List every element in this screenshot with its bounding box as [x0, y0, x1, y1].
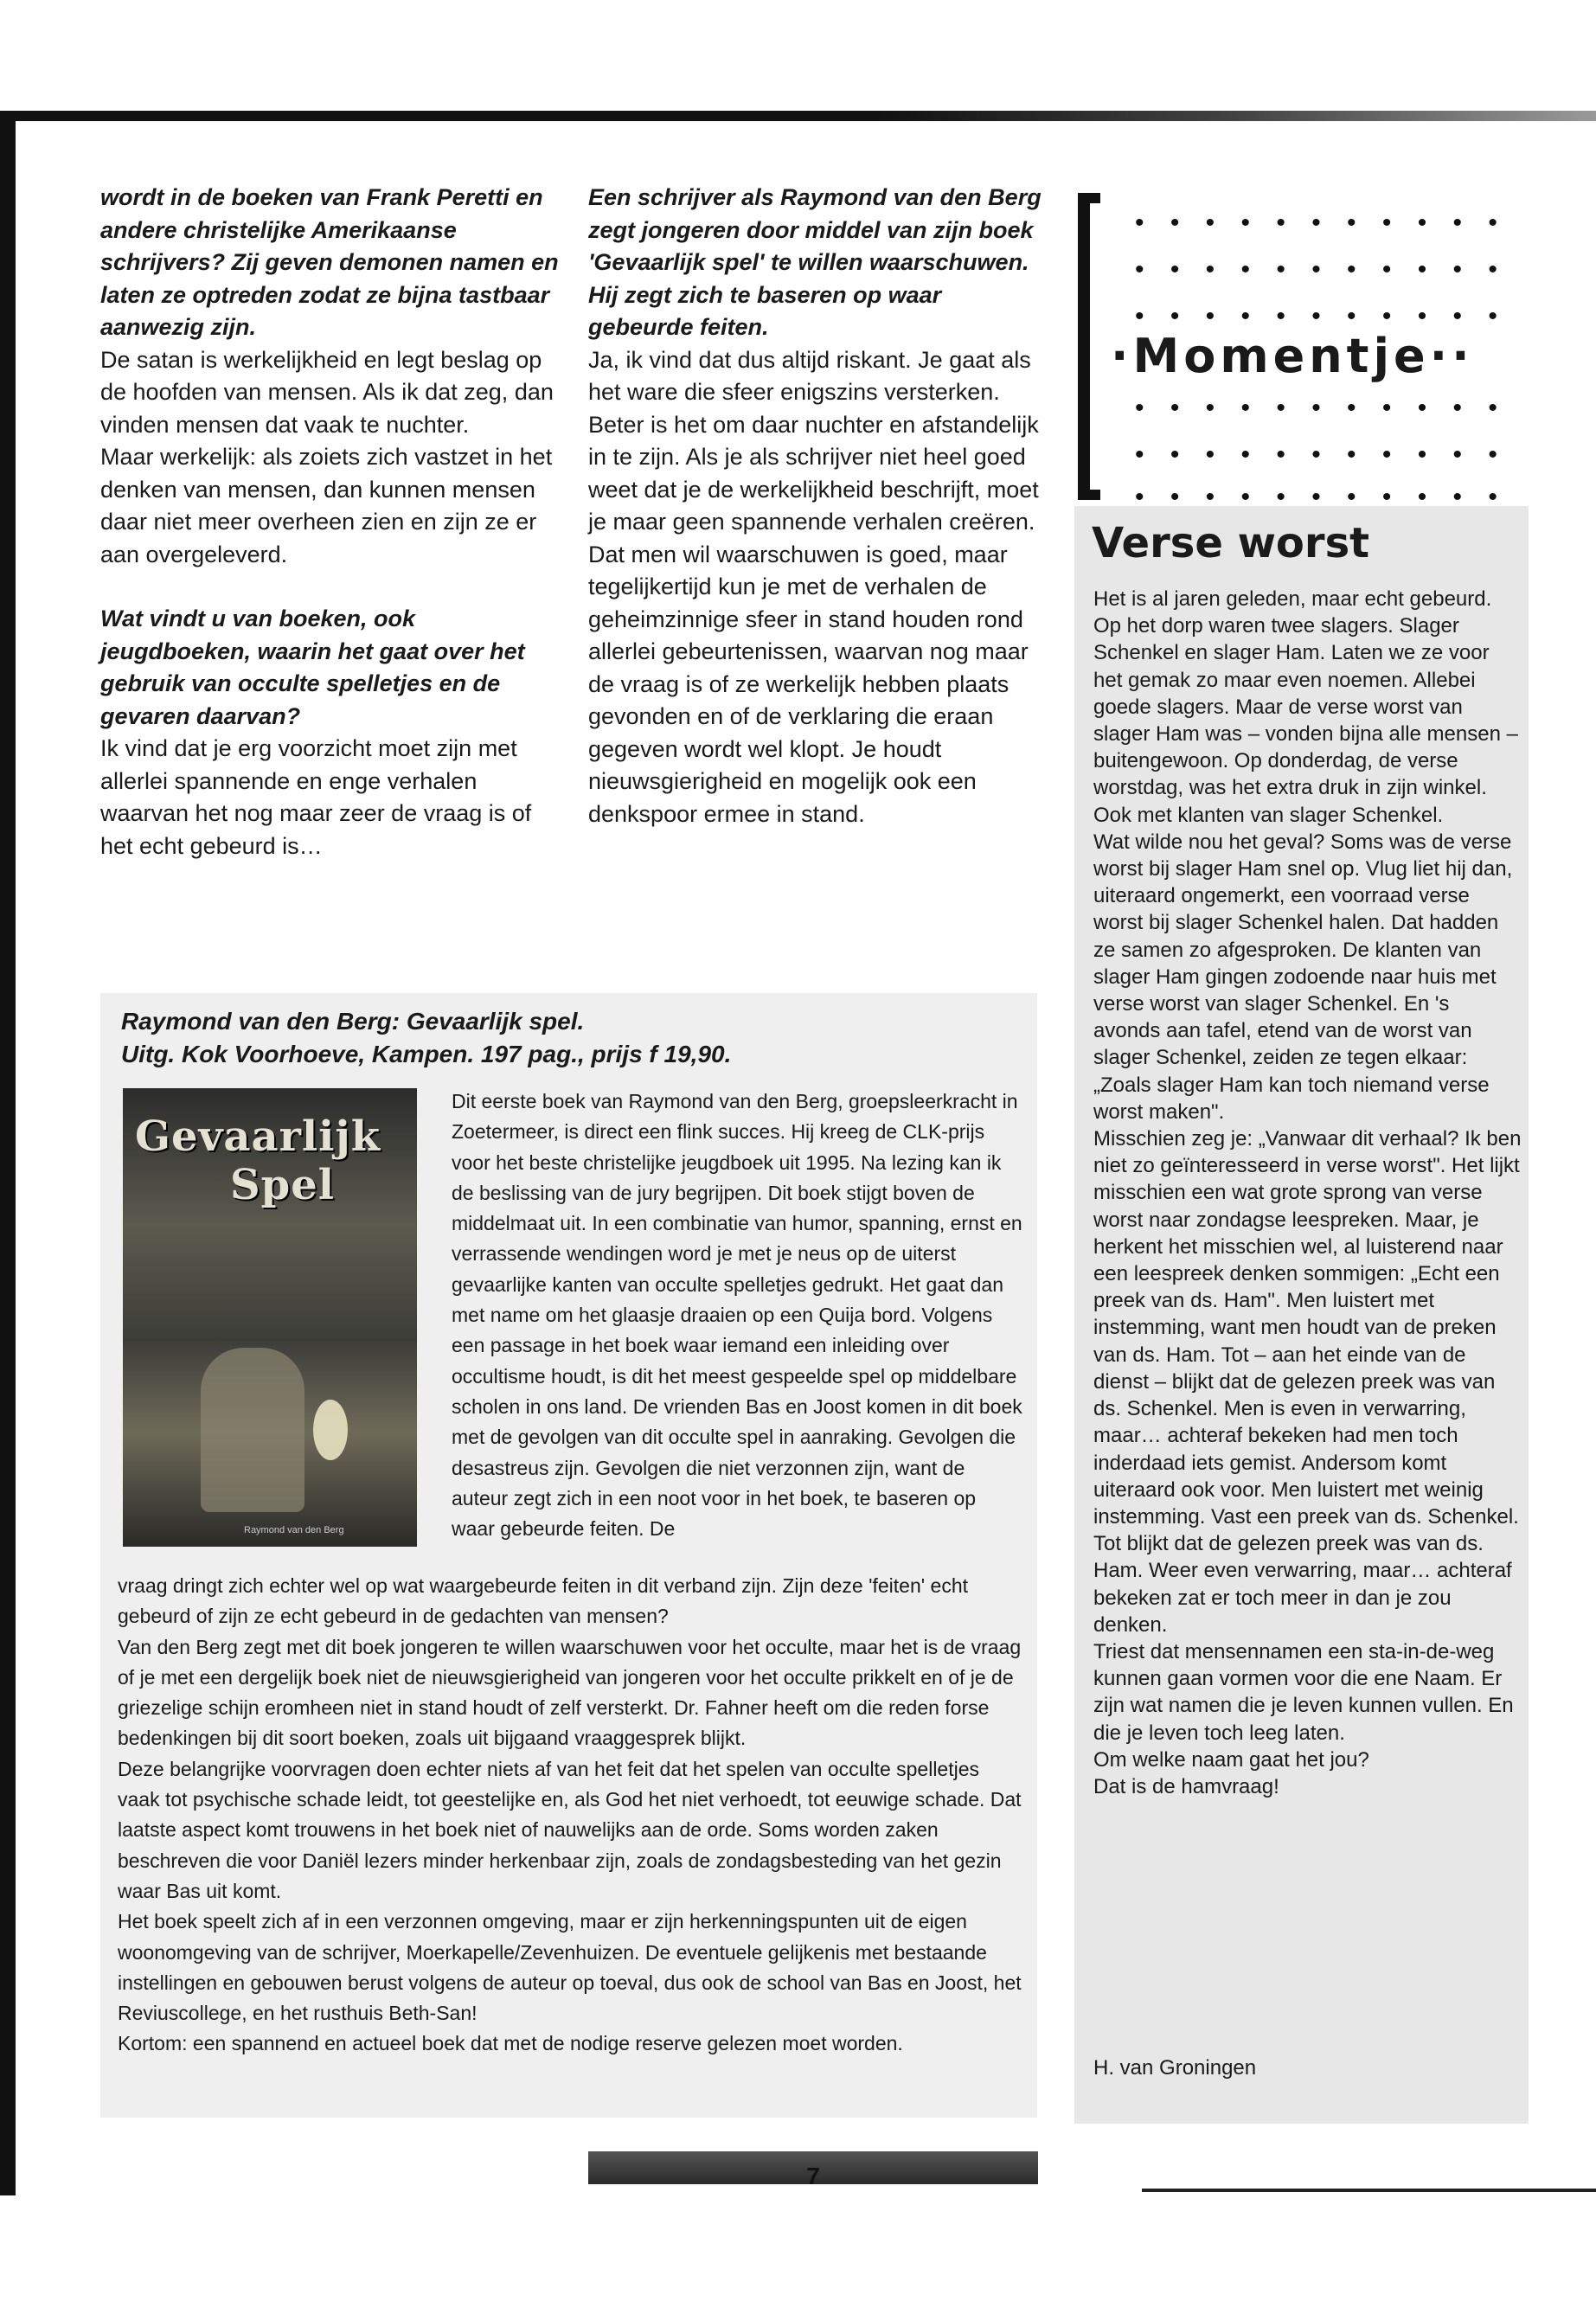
interview-answer: Dat men wil waarschuwen is goed, maar tegelijkertijd kun je met de verhalen de geheimzinnige sfeer in stand houden rond allerlei gebeurtenissen, waarvan nog maar de vraag is of ze werkelijk hebben plaats gevonden en of de verklaring die eraan gegeven wordt wel klopt. Je houdt nieuwsgierigheid en mogelijk ook een denkspoor ermee in stand.: [588, 541, 1029, 827]
review-paragraph: Het boek speelt zich af in een verzonnen omgeving, maar er zijn herkenningspunten uit de eigen woonomgeving van de schrijver, Moerkapelle/Zevenhuizen. De eventuele gelijkenis met bestaande instellingen en gebouwen berust volgens de auteur op toeval, dus ook de school van Bas en Joost, het Reviuscollege, en het rusthuis Beth-San!: [118, 1910, 1022, 2025]
momentje-sidebar: [1074, 186, 1529, 2124]
dot-row: • • • • • • • • • • •: [1135, 302, 1507, 330]
review-paragraph: Kortom: een spannend en actueel boek dat met de nodige reserve gelezen moet worden.: [118, 2032, 903, 2055]
review-body: [118, 1571, 1026, 2060]
bracket-decoration: [1078, 193, 1090, 500]
review-heading: [121, 1005, 1029, 1071]
dot-row: • • • • • • • • • • •: [1135, 483, 1507, 511]
sidebar-body: [1093, 586, 1522, 1800]
review-paragraph: Van den Berg zegt met dit boek jongeren te willen waarschuwen voor het occulte, maar het is de vraag of je met een dergelijk boek niet de nieuwsgierigheid van jongeren voor het occulte prikkelt en of je de griezelige schijn eromheen niet in stand houdt of zelf versterkt. Dr. Fahner heeft om die reden forse bedenkingen bij dit soort boeken, zoals uit bijgaand vraaggesprek blijkt.: [118, 1635, 1022, 1750]
interview-answer: Maar werkelijk: als zoiets zich vastzet in het denken van mensen, dan kunnen mensen daar niet meer overheen zien en zijn ze er aan overgeleverd.: [100, 444, 553, 567]
cover-candle-illustration: [313, 1400, 348, 1460]
dot-row: • • • • • • • • • • •: [1135, 440, 1507, 469]
sidebar-paragraph: Om welke naam gaat het jou?: [1093, 1747, 1369, 1772]
interview-column-2: [588, 182, 1047, 830]
dot-row: • • • • • • • • • • •: [1135, 255, 1507, 284]
cover-figure-illustration: [201, 1348, 304, 1512]
review-intro-text: Dit eerste boek van Raymond van den Berg, groepsleerkracht in Zoetermeer, is direct een flink succes. Hij kreeg de CLK-prijs voor het beste christelijke jeugdboek uit 1995. Na lezing kan ik de beslissing van de jury begrijpen. Dit boek stijgt boven de middelmaat uit. In een combinatie van humor, spanning, ernst en verrassende wendingen word je met je neus op de uiterst gevaarlijke kanten van occulte spelletjes gedrukt. Het gaat dan met name om het glaasje draaien op een Quija bord. Volgens een passage in het boek waar iemand een inleiding over occultisme houdt, is dit het meest gespeelde spel op middelbare scholen in ons land. De vrienden Bas en Joost komen in dit boek met de gevolgen van dit occulte spel in aanraking. Gevolgen die desastreus zijn. Gevolgen die niet verzonnen zijn, want de auteur zegt zich in een noot voor in het boek, te baseren op waar gebeurde feiten. De: [452, 1090, 1022, 1541]
page-number: 7: [806, 2163, 820, 2189]
top-rule: [0, 111, 1596, 121]
review-paragraph: vraag dringt zich echter wel op wat waargebeurde feiten in dit verband zijn. Zijn deze 'feiten' echt gebeurd of zijn ze echt gebeurd in de gedachten van mensen?: [118, 1574, 969, 1628]
interview-answer: Ik vind dat je erg voorzicht moet zijn met allerlei spannende en enge verhalen waarvan het nog maar zeer de vraag is of het echt gebeurd is…: [100, 735, 532, 859]
book-cover-author: Raymond van den Berg: [244, 1525, 344, 1535]
sidebar-paragraph: Triest dat mensennamen een sta-in-de-weg kunnen gaan vormen voor die ene Naam. Er zijn wat namen die je leven kunnen vullen. En die je leven toch leeg laten.: [1093, 1639, 1514, 1745]
review-heading-title: Raymond van den Berg: Gevaarlijk spel.: [121, 1008, 585, 1035]
interview-question: wordt in de boeken van Frank Peretti en andere christelijke Amerikaanse schrijvers? Zij geven demonen namen en laten ze optreden zodat ze bijna tastbaar aanwezig zijn.: [100, 184, 559, 340]
review-heading-publisher: Uitg. Kok Voorhoeve, Kampen. 197 pag., prijs f 19,90.: [121, 1041, 732, 1067]
momentje-title: ·Momentje··: [1111, 329, 1474, 383]
interview-question: Wat vindt u van boeken, ook jeugdboeken, waarin het gaat over het gebruik van occulte spelletjes en de gevaren daarvan?: [100, 606, 525, 729]
interview-question: Een schrijver als Raymond van den Berg zegt jongeren door middel van zijn boek 'Gevaarlijk spel' te willen waarschuwen. Hij zegt zich te baseren op waar gebeurde feiten.: [588, 184, 1042, 340]
dot-row: • • • • • • • • • • •: [1135, 394, 1507, 422]
sidebar-title: Verse worst: [1092, 519, 1370, 567]
book-cover-title: Gevaarlijk Spel: [135, 1112, 381, 1209]
bottom-rule: [1142, 2189, 1596, 2192]
sidebar-paragraph: Het is al jaren geleden, maar echt gebeurd. Op het dorp waren twee slagers. Slager Schenkel en slager Ham. Laten we ze voor het gemak zo maar even noemen. Allebei goede slagers. Maar de verse worst van slager Ham was – vonden bijna alle mensen – buitengewoon. Op donderdag, de verse worstdag, was het extra druk in zijn winkel. Ook met klanten van slager Schenkel.: [1093, 587, 1518, 827]
momentje-header: [1074, 186, 1529, 511]
book-review-box: [100, 993, 1037, 2118]
left-scan-edge: [0, 111, 16, 2195]
interview-column-1: [100, 182, 559, 862]
sidebar-paragraph: Dat is de hamvraag!: [1093, 1774, 1279, 1798]
book-cover-image: [123, 1088, 417, 1547]
interview-answer: Ja, ik vind dat dus altijd riskant. Je gaat als het ware die sfeer enigszins versterken. Beter is het om daar nuchter en afstandelijk in te zijn. Als je als schrijver niet heel goed weet dat je de werkelijkheid beschrijft, moet je maar geen spannende verhalen creëren.: [588, 346, 1039, 535]
sidebar-paragraph: Misschien zeg je: „Vanwaar dit verhaal? Ik ben niet zo geïnteresseerd in verse worst". Het lijkt misschien een wat grote sprong van verse worst naar zondagse leespreken. Maar, je herkent het misschien wel, al luisterend naar een leespreek denken sommigen: „Echt een preek van ds. Ham". Men luistert met instemming, want men houdt van de preken van ds. Ham. Tot – aan het einde van de dienst – blijkt dat de gelezen preek was van ds. Schenkel. Men is even in verwarring, maar… achteraf bekeken had men toch inderdaad iets gemist. Andersom komt uiteraard ook voor. Men luistert met weinig instemming. Vast een preek van ds. Schenkel. Tot blijkt dat de gelezen preek was van ds. Ham. Weer even verwarring, maar… achteraf bekeken zat er toch meer in dan je zou denken.: [1093, 1127, 1522, 1637]
review-paragraph: Deze belangrijke voorvragen doen echter niets af van het feit dat het spelen van occulte spelletjes vaak tot psychische schade leidt, tot geestelijke en, als God het niet verhoedt, tot eeuwige schade. Dat laatste aspect komt trouwens in het boek niet of nauwelijks aan de orde. Soms worden zaken beschreven die voor Daniël lezers minder herkenbaar zijn, zoals de zondagsbesteding van het gezin waar Bas uit komt.: [118, 1757, 1022, 1902]
sidebar-paragraph: Wat wilde nou het geval? Soms was de verse worst bij slager Ham snel op. Vlug liet hij dan, uiteraard ongemerkt, een voorraad verse worst bij slager Schenkel halen. Dat hadden ze samen zo afgesproken. De klanten van slager Ham gingen zodoende naar huis met verse worst van slager Schenkel. En 's avonds aan tafel, etend van de worst van slager Schenkel, zeiden ze tegen elkaar: „Zoals slager Ham kan toch niemand verse worst maken".: [1093, 830, 1513, 1124]
sidebar-signature: H. van Groningen: [1093, 2056, 1257, 2080]
dot-row: • • • • • • • • • • •: [1135, 208, 1507, 237]
interview-answer: De satan is werkelijkheid en legt beslag op de hoofden van mensen. Als ik dat zeg, dan vinden mensen dat vaak te nuchter.: [100, 346, 554, 438]
